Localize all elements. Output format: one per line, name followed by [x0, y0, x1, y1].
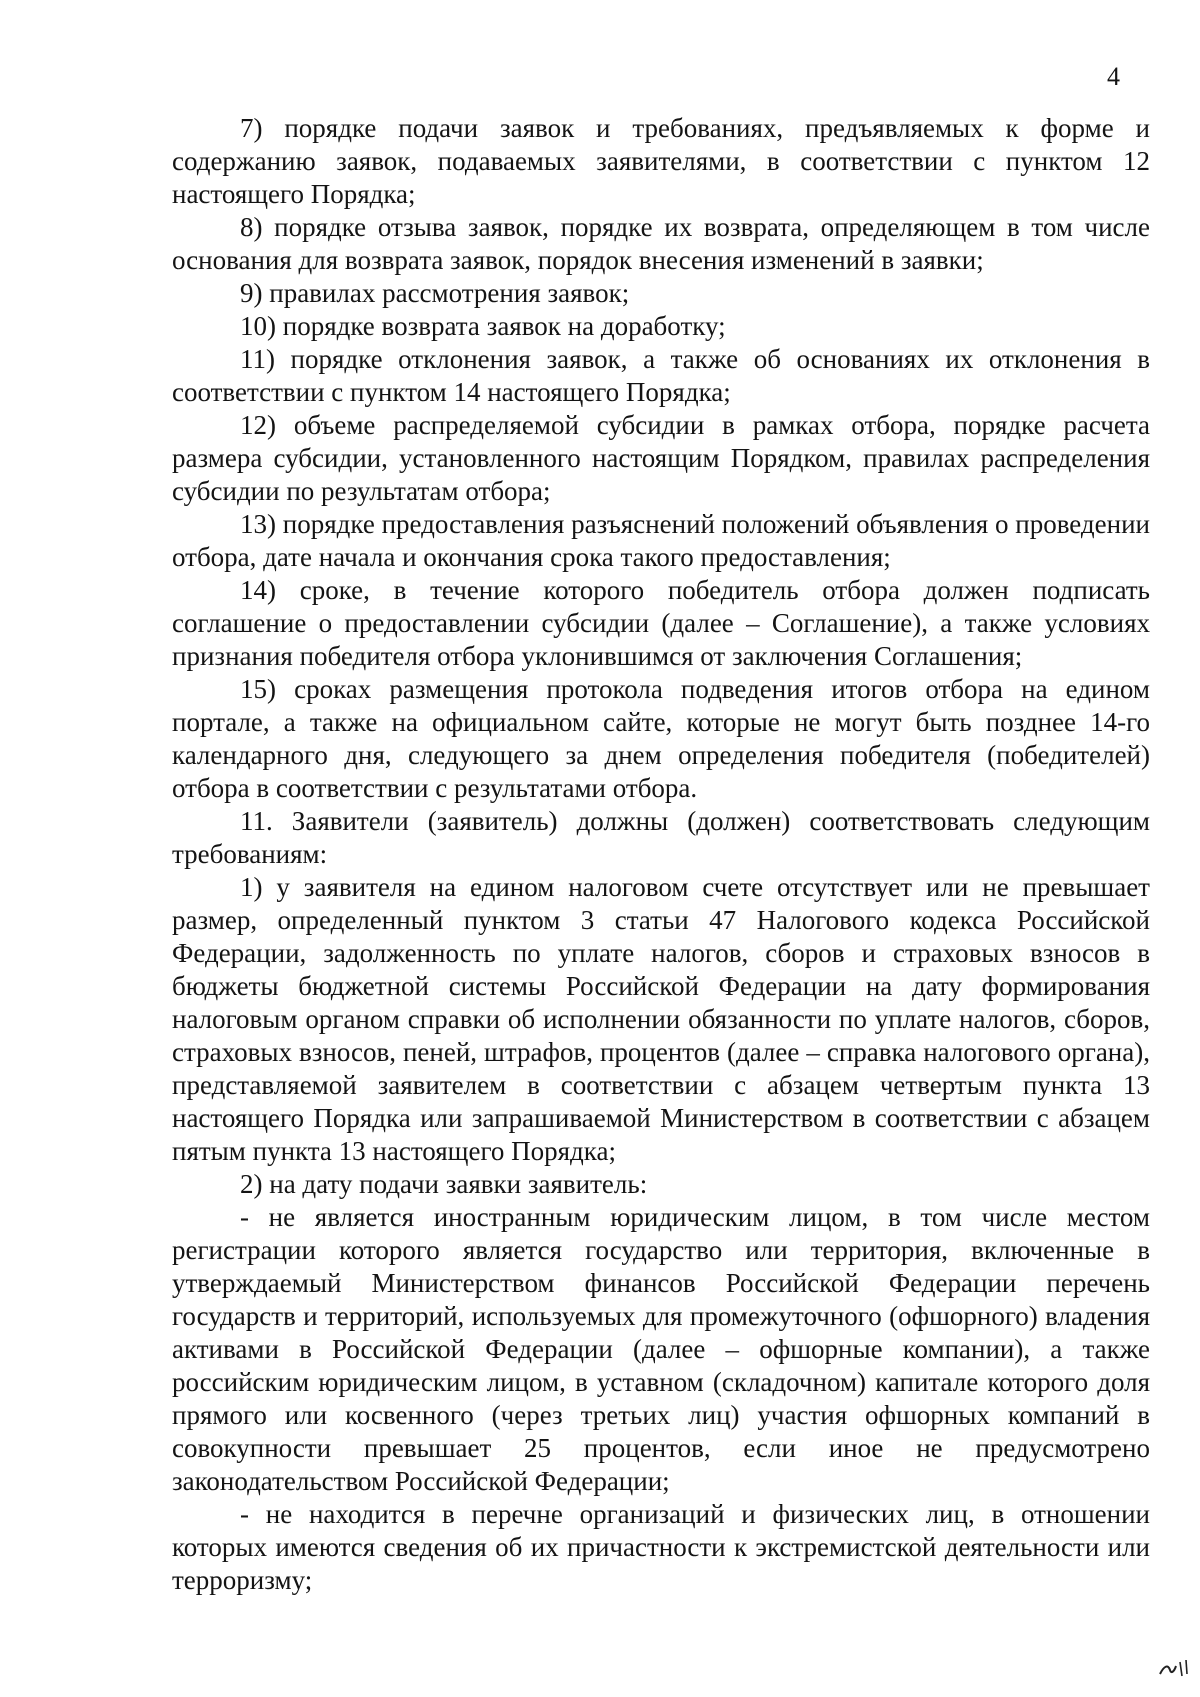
page-number: 4	[1107, 62, 1120, 91]
handwritten-mark-icon	[1156, 1652, 1196, 1682]
paragraph-item-10: 10) порядке возврата заявок на доработку;	[240, 311, 726, 341]
paragraph-requirement-2-offshore: - не является иностранным юридическим лицом, в том числе местом регистрации которого является государство или территория, включенные в утверждаемый Министерством финансов Российской Федерации перечень государств и территорий, используемых для промежуточного (офшорного) владения активами в Российской Федерации (далее – офшорные компании), а также российским юридическим лицом, в уставном (складочном) капитале которого доля прямого или косвенного (через третьих лиц) участия офшорных компаний в совокупности превышает 25 процентов, если иное не предусмотрено законодательством Российской Федерации;	[172, 1202, 1150, 1496]
paragraph-item-8: 8) порядке отзыва заявок, порядке их возврата, определяющем в том числе основания для возврата заявок, порядок внесения изменений в заявки;	[172, 212, 1150, 275]
paragraph-requirement-2-extremism: - не находится в перечне организаций и физических лиц, в отношении которых имеются сведения об их причастности к экстремистской деятельности или терроризму;	[172, 1499, 1150, 1595]
paragraph-requirement-2: 2) на дату подачи заявки заявитель:	[240, 1169, 648, 1199]
paragraph-item-14: 14) сроке, в течение которого победитель отбора должен подписать соглашение о предоставлении субсидии (далее – Соглашение), а также условиях признания победителя отбора уклонившимся от заключения Соглашения;	[172, 575, 1150, 671]
paragraph-item-12: 12) объеме распределяемой субсидии в рамках отбора, порядке расчета размера субсидии, установленного настоящим Порядком, правилах распределения субсидии по результатам отбора;	[172, 410, 1150, 506]
paragraph-requirement-1: 1) у заявителя на едином налоговом счете отсутствует или не превышает размер, определенный пунктом 3 статьи 47 Налогового кодекса Российской Федерации, задолженность по уплате налогов, сборов и страховых взносов в бюджеты бюджетной системы Российской Федерации на дату формирования налоговым органом справки об исполнении обязанности по уплате налогов, сборов, страховых взносов, пеней, штрафов, процентов (далее – справка налогового органа), представляемой заявителем в соответствии с абзацем четвертым пункта 13 настоящего Порядка или запрашиваемой Министерством в соответствии с абзацем пятым пункта 13 настоящего Порядка;	[172, 872, 1150, 1166]
paragraph-section-11: 11. Заявители (заявитель) должны (должен) соответствовать следующим требованиям:	[172, 806, 1150, 869]
paragraph-item-9: 9) правилах рассмотрения заявок;	[240, 278, 630, 308]
paragraph-item-7: 7) порядке подачи заявок и требованиях, предъявляемых к форме и содержанию заявок, подаваемых заявителями, в соответствии с пунктом 12 настоящего Порядка;	[172, 113, 1150, 209]
document-body	[172, 112, 1150, 1597]
paragraph-item-15: 15) сроках размещения протокола подведения итогов отбора на едином портале, а также на официальном сайте, которые не могут быть позднее 14-го календарного дня, следующего за днем определения победителя (победителей) отбора в соответствии с результатами отбора.	[172, 674, 1150, 803]
paragraph-item-13: 13) порядке предоставления разъяснений положений объявления о проведении отбора, дате начала и окончания срока такого предоставления;	[172, 509, 1150, 572]
paragraph-item-11: 11) порядке отклонения заявок, а также об основаниях их отклонения в соответствии с пунктом 14 настоящего Порядка;	[172, 344, 1150, 407]
